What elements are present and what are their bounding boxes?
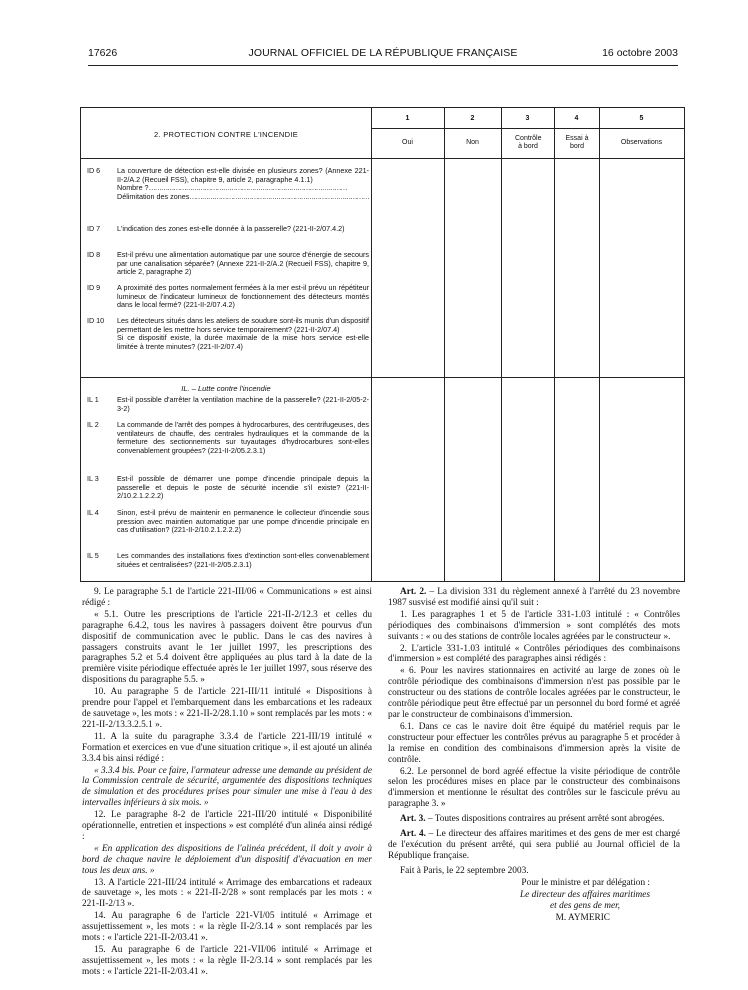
item-text: L'indication des zones est-elle donnée à la passerelle? (221-II-2/07.4.2) [117, 224, 345, 233]
col-divider [444, 108, 445, 581]
header-rule [88, 65, 678, 66]
item-code: IL 2 [87, 420, 99, 429]
journal-title: JOURNAL OFFICIEL DE LA RÉPUBLIQUE FRANÇAISE [248, 47, 518, 59]
item-code: IL 1 [87, 395, 99, 404]
table-row [87, 225, 369, 234]
left-column [82, 587, 372, 979]
table-row [87, 251, 369, 277]
item-code: IL 5 [87, 551, 99, 560]
col-num-1: 1 [405, 115, 410, 122]
header-num-rule [371, 128, 684, 129]
subsection-title: IL. – Lutte contre l'incendie [181, 384, 271, 393]
item-text: Sinon, est-il prévu de maintenir en permanence le collecteur d'incendie sous pression avec maintien automatique par une pompe d'incendie principale en cas d'utilisation? (221-II-2/10.2.1.2.2.2) [117, 508, 369, 535]
col-head-observations: Observations [620, 139, 663, 146]
signature-line: Le directeur des affaires maritimes [520, 889, 650, 900]
paragraph: 13. A l'article 221-III/24 intitulé « Arrimage des embarcations et radeaux de sauvetage », les mots : « 221-II-2/28 » sont remplacés par les mots : « 221-II-2/13 ». [82, 877, 372, 910]
col-divider [371, 108, 372, 581]
checklist-table [80, 107, 685, 582]
paragraph: 1. Les paragraphes 1 et 5 de l'article 331-1.03 intitulé : « Contrôles périodiques des combinaisons d'immersion » sont complétés des mots suivants : « ou des stations de contrôle locales agréées par le constructeur ». [388, 609, 680, 642]
table-row [87, 396, 369, 413]
item-code: IL 3 [87, 474, 99, 483]
table-row [87, 317, 369, 351]
signature-line: Pour le ministre et par délégation : [521, 877, 650, 888]
article-3: Art. 3. – Toutes dispositions contraires au présent arrêté sont abrogées. [400, 814, 665, 825]
header-bottom-rule [81, 158, 684, 159]
paragraph: « 6. Pour les navires stationnaires en activité au large de zones où le contrôle périodique des combinaisons d'immersion n'est pas possible par le constructeur ou des stations de contrôle locales agréées par le constructeur, le contrôle périodique peut être effectué par un personnel du bord formé et agréé par le constructeur de combinaisons d'immersion. [388, 666, 680, 720]
item-code: ID 6 [87, 166, 101, 175]
paragraph: 15. Au paragraphe 6 de l'article 221-VII/06 intitulé « Arrimage et assujettissement », les mots : « la règle II-2/3.14 » sont remplacés par les mots : « l'article 221-II-2/03.41 ». [82, 945, 372, 977]
col-num-5: 5 [639, 115, 644, 122]
table-row [87, 475, 369, 501]
col-divider [501, 108, 502, 581]
paragraph: 11. A la suite du paragraphe 3.3.4 de l'article 221-III/19 intitulé « Formation et exercices en vue d'une situation critique », il est ajouté un alinéa 3.3.4 bis ainsi rédigé : [82, 731, 372, 764]
table-row [87, 421, 369, 455]
article-2: Art. 2. – La division 331 du règlement annexé à l'arrêté du 23 novembre 1987 susvisé est modifié ainsi qu'il suit : [388, 587, 681, 608]
item-text: Les détecteurs situés dans les ateliers de soudure sont-ils munis d'un dispositif permettant de les mettre hors service temporairement? (221-II-2/07.4) [117, 316, 369, 334]
issue-date: 16 octobre 2003 [602, 47, 678, 59]
item-text: A proximité des portes normalement fermées à la mer est-il prévu un répétiteur lumineux de l'indicateur lumineux de fonctionnement des détecteurs montés dans le local fermé? (221-II-2/07.4.2) [117, 283, 369, 310]
col-head-non: Non [466, 139, 479, 146]
item-subline: Si ce dispositif existe, la durée maximale de la mise hors service est-elle limitée à trente minutes? (221-II-2/07.4) [117, 333, 369, 351]
col-num-3: 3 [525, 115, 530, 122]
col-divider [554, 108, 555, 581]
item-code: ID 10 [87, 316, 105, 325]
paragraph: « En application des dispositions de l'alinéa précédent, il doit y avoir à bord de chaque navire le déploiement d'un dispositif d'évacuation en mer tous les deux ans. » [82, 843, 372, 876]
paragraph: 2. L'article 331-1.03 intitulé « Contrôles périodiques des combinaisons d'immersion » est complété des paragraphes ainsi rédigés : [388, 643, 680, 665]
col-num-2: 2 [470, 115, 475, 122]
signatory-name: M. AYMERIC [555, 913, 610, 924]
article-4: Art. 4. – Le directeur des affaires maritimes et des gens de mer est chargé de l'exécution du présent arrêté, qui sera publié au Journal officiel de la République française. [388, 829, 681, 861]
table-row [87, 509, 369, 535]
signing-place-date: Fait à Paris, le 22 septembre 2003. [400, 865, 529, 876]
item-code: ID 8 [87, 250, 101, 259]
item-text: La commande de l'arrêt des pompes à hydrocarbures, des centrifugeuses, des ventilateurs de chauffe, des centrales hydrauliques et la commande de la fermeture des sectionnements sur tuyautages d'hydrocarbures sont-elles convenablement groupées? (221-II-2/05.2.3.1) [117, 420, 369, 455]
item-text: Est-il prévu une alimentation automatique par une source d'énergie de secours par une canalisation séparée? (Annexe 221-II-2/A.2 (Recueil FSS), chapitre 9, article 2, paragraphe 2) [117, 250, 369, 277]
col-divider [599, 108, 600, 581]
table-row [87, 284, 369, 310]
col-head-controle: Contrôle à bord [515, 135, 542, 150]
section-title: 2. PROTECTION CONTRE L'INCENDIE [153, 130, 299, 139]
paragraph: 10. Au paragraphe 5 de l'article 221-III/11 intitulé « Dispositions à prendre pour l'appel et l'embarquement dans les embarcations et les radeaux de sauvetage », les mots : « 221-II-2/28.1.10 » sont remplacés par les mots : « 221-II-2/13.3.2.5.1 ». [82, 687, 372, 730]
item-subline: Nombre ? …………………………………………………………………………………… [117, 184, 369, 193]
paragraph: 9. Le paragraphe 5.1 de l'article 221-III/06 « Communications » est ainsi rédigé : [82, 587, 372, 608]
paragraph: 6.2. Le personnel de bord agréé effectue la visite périodique de contrôle selon les procédures mises en place par le constructeur des combinaisons d'immersion et mentionne le résultat des contrôles sur le fascicule prévu au paragraphe 3. » [388, 766, 680, 810]
col-head-oui: Oui [402, 139, 413, 146]
table-row [87, 552, 369, 569]
group-rule [81, 377, 684, 378]
item-text: Est-il possible de démarrer une pompe d'incendie principale depuis la passerelle et depuis le poste de sécurité incendie s'il existe? (221-II-2/10.2.1.2.2.2) [117, 474, 369, 501]
paragraph: « 3.3.4 bis. Pour ce faire, l'armateur adresse une demande au président de la Commission centrale de sécurité, argumentée des dispositions techniques de simulation et des procédures prises pour simuler une mise à l'eau à des intervalles inférieurs à six mois. » [82, 765, 372, 809]
paragraph: 12. Le paragraphe 8-2 de l'article 221-III/20 intitulé « Disponibilité opérationnelle, entretien et inspections » est complété d'un alinéa ainsi rédigé : [82, 810, 372, 842]
paragraph: 6.1. Dans ce cas le navire doit être équipé du matériel requis par le constructeur pour effectuer les contrôles prévus au paragraphe 5 et procéder à la remise en condition des combinaisons d'immersion après la visite de contrôle. [388, 721, 680, 765]
item-text: Est-il possible d'arrêter la ventilation machine de la passerelle? (221-II-2/05-2-3-2) [117, 395, 369, 413]
item-code: ID 9 [87, 283, 101, 292]
item-subline: Délimitation des zones …………………………………………………………………………………… [117, 193, 369, 202]
item-code: IL 4 [87, 508, 99, 517]
item-text: La couverture de détection est-elle divisée en plusieurs zones? (Annexe 221-II-2/A.2 (Recueil FSS), chapitre 9, article 2, paragraphe 4.1.1) [117, 166, 369, 184]
col-num-4: 4 [574, 115, 579, 122]
page-header [88, 47, 678, 63]
item-code: ID 7 [87, 224, 101, 233]
col-head-essai: Essai à bord [565, 135, 589, 150]
item-text: Les commandes des installations fixes d'extinction sont-elles convenablement situées et centralisées? (221-II-2/05.2.3.1) [117, 551, 369, 569]
paragraph: « 5.1. Outre les prescriptions de l'article 221-II-2/12.3 et celles du paragraphe 6.4.2, tous les navires à passagers doivent être pourvus d'un dispositif de communication avec le public. Dans le cas des navires à passagers construits avant le 1er juillet 1997, les prescriptions des paragraphes 5.2 et 5.4 doivent être appliquées au plus tard à la date de la première visite périodique effectuée après le 1er juillet 1997, sous réserve des dispositions du paragraphe 5.5. » [82, 609, 372, 686]
page-number: 17626 [88, 47, 118, 59]
table-row [87, 167, 369, 201]
paragraph: 14. Au paragraphe 6 de l'article 221-VI/05 intitulé « Arrimage et assujettissement », les mots : « la règle II-2/3.14 » sont remplacés par les mots : « l'article 221-II-2/03.41 ». [82, 911, 372, 944]
right-column [388, 587, 680, 925]
signature-line: et des gens de mer, [550, 901, 620, 912]
